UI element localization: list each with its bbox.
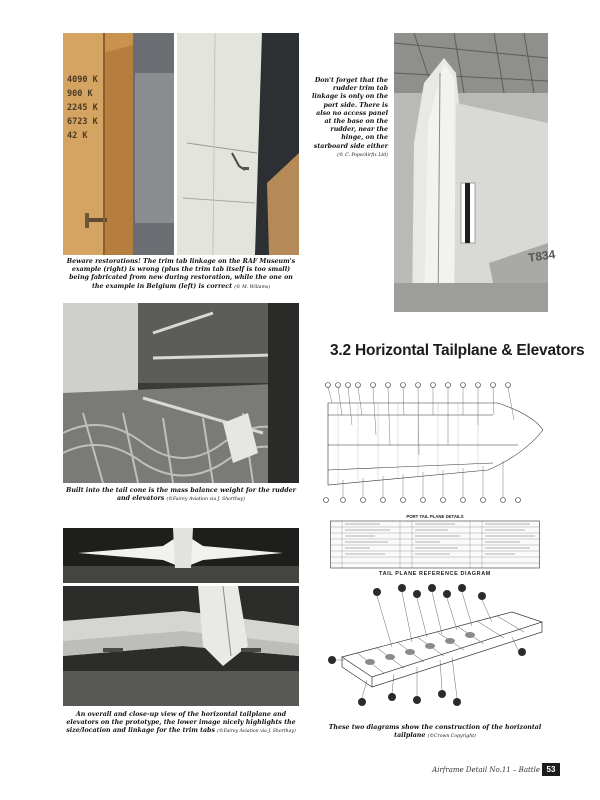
- caption-credit: (© C. Pope/Airfix Ltd): [337, 152, 388, 158]
- tailplane-reference-diagram: [318, 375, 548, 515]
- footer-title: Airframe Detail No.11 – Battle: [432, 766, 540, 774]
- stencil-line: 4090 K: [67, 75, 98, 85]
- aircraft-code: T834: [527, 247, 557, 265]
- stencil-line: 2245 K: [67, 103, 98, 113]
- reference-diagram-title: TAIL PLANE REFERENCE DIAGRAM: [379, 571, 491, 577]
- stencil-line: 900 K: [67, 89, 93, 99]
- caption-credit: (©Fairey Aviation via J. Shorthay): [217, 729, 296, 735]
- photo-tailplane-closeup: [63, 586, 299, 706]
- caption-credit: (© M. Willams): [234, 284, 270, 290]
- tailplane-structure-diagram: [322, 582, 548, 718]
- section-title: 3.2 Horizontal Tailplane & Elevators: [330, 342, 585, 359]
- photo-trim-tab-raf: [177, 33, 299, 255]
- caption-beware-restorations: [63, 258, 299, 292]
- caption-text: Beware restorations! The trim tab linkage on the RAF Museum's example (right) is wrong (plus the trim tab itself is too small) being fabricated from new during restoration, while the one on the example in Belgium (left) is correct: [66, 258, 296, 290]
- photo-fin-rudder: [394, 33, 557, 312]
- caption-mass-balance: [63, 487, 299, 504]
- caption-diagrams: [322, 724, 548, 741]
- caption-dont-forget: [310, 77, 388, 160]
- caption-credit: (©Crown Copyright): [427, 734, 476, 740]
- photo-trim-tab-belgium: [63, 33, 174, 255]
- parts-table-title: PORT TAIL PLANE DETAILS: [406, 514, 464, 519]
- caption-text: These two diagrams show the construction of the horizontal tailplane: [328, 724, 542, 740]
- caption-text: Built into the tail cone is the mass balance weight for the rudder and elevators: [66, 487, 296, 503]
- caption-overall-view: [63, 711, 299, 737]
- stencil-line: 42 K: [67, 131, 88, 141]
- caption-credit: (©Fairey Aviation via J. Shorthay): [166, 497, 246, 503]
- parts-table: [330, 515, 540, 569]
- caption-text: An overall and close-up view of the horizontal tailplane and elevators on the prototype, the lower image nicely highlights the size/location and linkage for the trim tabs: [66, 711, 296, 735]
- caption-text: Don't forget that the rudder trim tab linkage is only on the port side. There is also no access panel at the base on the rudder, near the hinge, on the starboard side either: [311, 77, 388, 150]
- page-number: 53: [542, 763, 560, 776]
- stencil-line: 6723 K: [67, 117, 98, 127]
- photo-tailplane-overall: [63, 528, 299, 583]
- photo-tail-cone-mass-balance: [63, 303, 299, 483]
